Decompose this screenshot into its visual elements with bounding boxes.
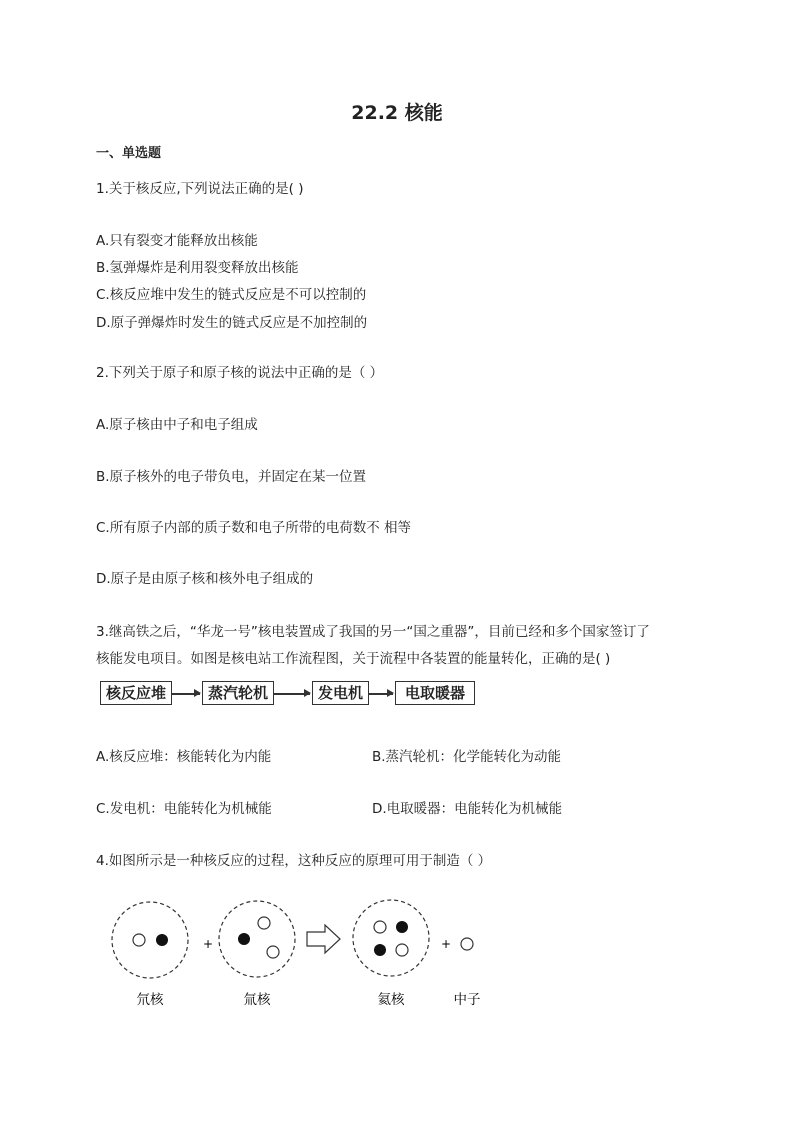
question-1-option-a: A.只有裂变才能释放出核能	[96, 233, 258, 249]
plus-sign-1: +	[203, 937, 214, 951]
section-heading: 一、单选题	[96, 146, 162, 161]
question-2-option-d: D.原子是由原子核和核外电子组成的	[96, 571, 314, 587]
label-deuterium: 氘核	[136, 992, 164, 1008]
flow-box-turbine: 蒸汽轮机	[202, 681, 274, 705]
nuclear-fusion-diagram	[100, 892, 500, 1022]
question-1-stem: 1.关于核反应,下列说法正确的是( )	[96, 181, 304, 197]
flow-box-generator: 发电机	[312, 681, 369, 705]
question-2-stem: 2.下列关于原子和原子核的说法中正确的是（ ）	[96, 365, 384, 381]
question-3-option-b: B.蒸汽轮机：化学能转化为动能	[372, 749, 562, 765]
page-title: 22.2 核能	[351, 102, 443, 124]
free-neutron	[461, 938, 473, 950]
question-4-stem: 4.如图所示是一种核反应的过程，这种反应的原理可用于制造（ ）	[96, 853, 492, 869]
reaction-arrow-icon	[307, 925, 340, 953]
flow-box-heater: 电取暖器	[395, 681, 475, 705]
label-tritium: 氚核	[243, 992, 271, 1008]
question-2-option-b: B.原子核外的电子带负电，并固定在某一位置	[96, 469, 367, 485]
question-3-stem-line-2: 核能发电项目。如图是核电站工作流程图，关于流程中各装置的能量转化，正确的是( )	[96, 651, 611, 667]
helium-proton-2	[374, 944, 386, 956]
question-3-option-c: C.发电机：电能转化为机械能	[96, 801, 272, 817]
plus-sign-2: +	[441, 937, 452, 951]
helium-nucleus-circle	[353, 900, 429, 976]
flow-arrow-2	[274, 693, 310, 695]
question-3-option-d: D.电取暖器：电能转化为机械能	[372, 801, 563, 817]
tritium-neutron-1	[258, 917, 270, 929]
label-neutron: 中子	[453, 992, 481, 1008]
power-plant-flowchart	[100, 681, 480, 707]
helium-neutron-1	[374, 921, 386, 933]
deuterium-proton	[156, 934, 168, 946]
question-1-option-d: D.原子弹爆炸时发生的链式反应是不加控制的	[96, 315, 368, 331]
helium-proton-1	[396, 921, 408, 933]
question-1-option-b: B.氢弹爆炸是利用裂变释放出核能	[96, 260, 299, 276]
deuterium-nucleus-circle	[112, 902, 188, 978]
tritium-proton	[238, 933, 250, 945]
question-2-option-a: A.原子核由中子和电子组成	[96, 417, 258, 433]
label-helium: 氦核	[377, 992, 405, 1008]
question-3-stem-line-1: 3.继高铁之后，“华龙一号”核电装置成了我国的另一“国之重器”，目前已经和多个国家签订了	[96, 624, 650, 640]
flow-arrow-1	[172, 693, 200, 695]
deuterium-neutron	[133, 934, 145, 946]
question-2-option-c: C.所有原子内部的质子数和电子所带的电荷数不 相等	[96, 520, 412, 536]
fusion-svg	[100, 892, 500, 1022]
tritium-nucleus-circle	[219, 901, 295, 977]
question-1-option-c: C.核反应堆中发生的链式反应是不可以控制的	[96, 287, 367, 303]
helium-neutron-2	[396, 944, 408, 956]
question-3-option-a: A.核反应堆：核能转化为内能	[96, 749, 272, 765]
flow-box-reactor: 核反应堆	[100, 681, 172, 705]
flow-arrow-3	[369, 693, 393, 695]
tritium-neutron-2	[267, 946, 279, 958]
